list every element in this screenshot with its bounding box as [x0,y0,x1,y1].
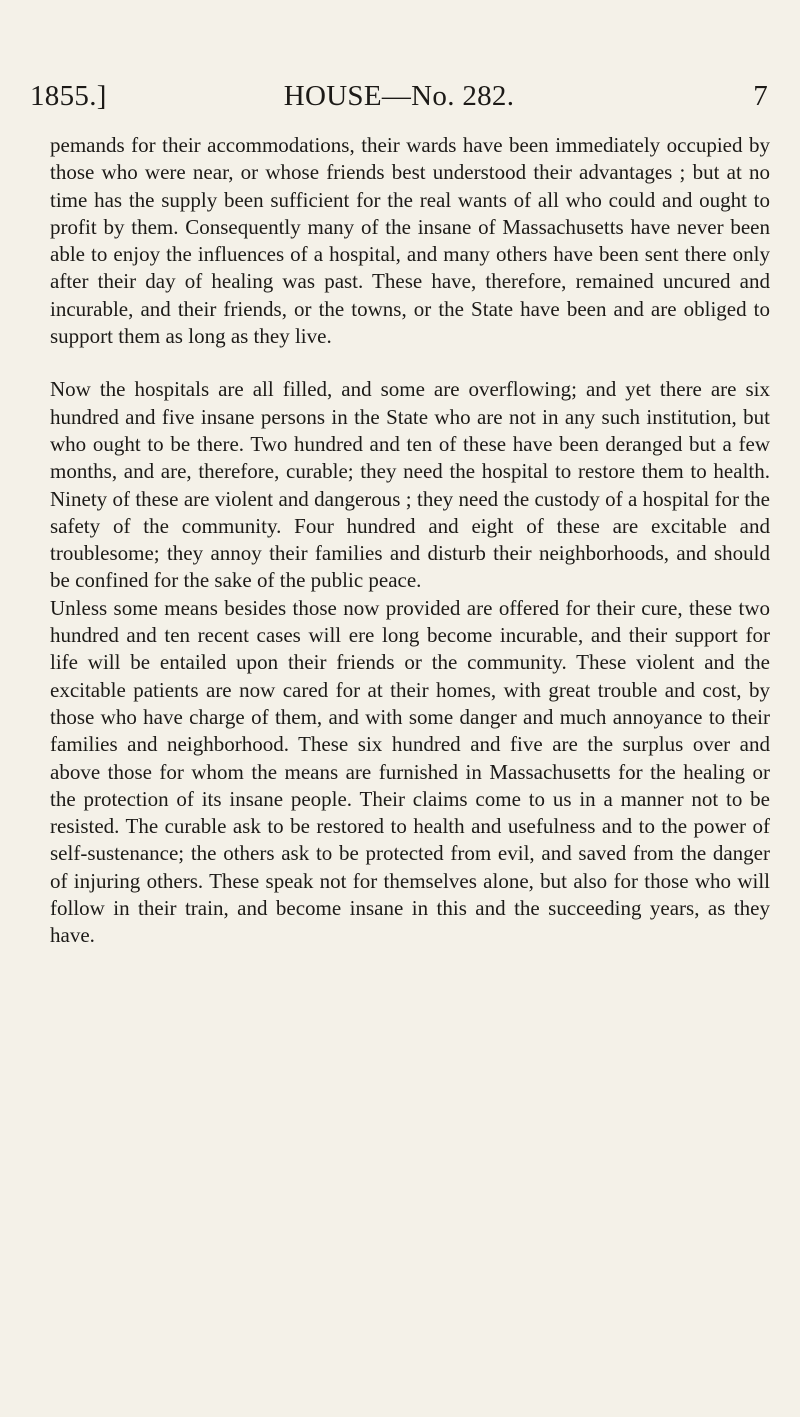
paragraph-gap [50,350,770,376]
page-number: 7 [753,80,768,112]
paragraph-3: Unless some means besides those now provided are offered for their cure, these two hundred and ten recent cases will ere long become incurable, and their support for life will be entailed upon their friends or the community. These violent and the excitable patients are now cared for at their homes, with great trouble and cost, by those who have charge of them, and with some danger and much annoyance to their families and neighborhood. These six hundred and five are the surplus over and above those for whom the means are furnished in Massachusetts for the healing or the protection of its insane people. Their claims come to us in a manner not to be resisted. The curable ask to be restored to health and usefulness and to the power of self-sustenance; the others ask to be protected from evil, and saved from the danger of injuring others. These speak not for themselves alone, but also for those who will follow in their train, and become insane in this and the succeeding years, as they have. [50,595,770,948]
running-header [30,78,768,114]
body-text [50,132,770,950]
header-year: 1855.] [30,80,107,112]
header-title: HOUSE—No. 282. [283,80,515,112]
paragraph-1: pemands for their accommodations, their wards have been immediately occupied by those who were near, or whose friends best understood their advantages ; but at no time has the supply been sufficient for the real wants of all who could and ought to profit by them. Consequently many of the insane of Massachusetts have never been able to enjoy the influences of a hospital, and many others have been sent there only after their day of healing was past. These have, therefore, remained uncured and incurable, and their friends, or the towns, or the State have been and are obliged to support them as long as they live. [50,133,770,349]
paragraph-2: Now the hospitals are all filled, and some are overflowing; and yet there are six hundred and five insane persons in the State who are not in any such institution, but who ought to be there. Two hundred and ten of these have been deranged but a few months, and are, therefore, curable; they need the hospital to restore them to health. Ninety of these are violent and dangerous ; they need the custody of a hospital for the safety of the community. Four hundred and eight of these are excitable and troublesome; they annoy their families and disturb their neighborhoods, and should be confined for the sake of the public peace. [50,377,770,593]
